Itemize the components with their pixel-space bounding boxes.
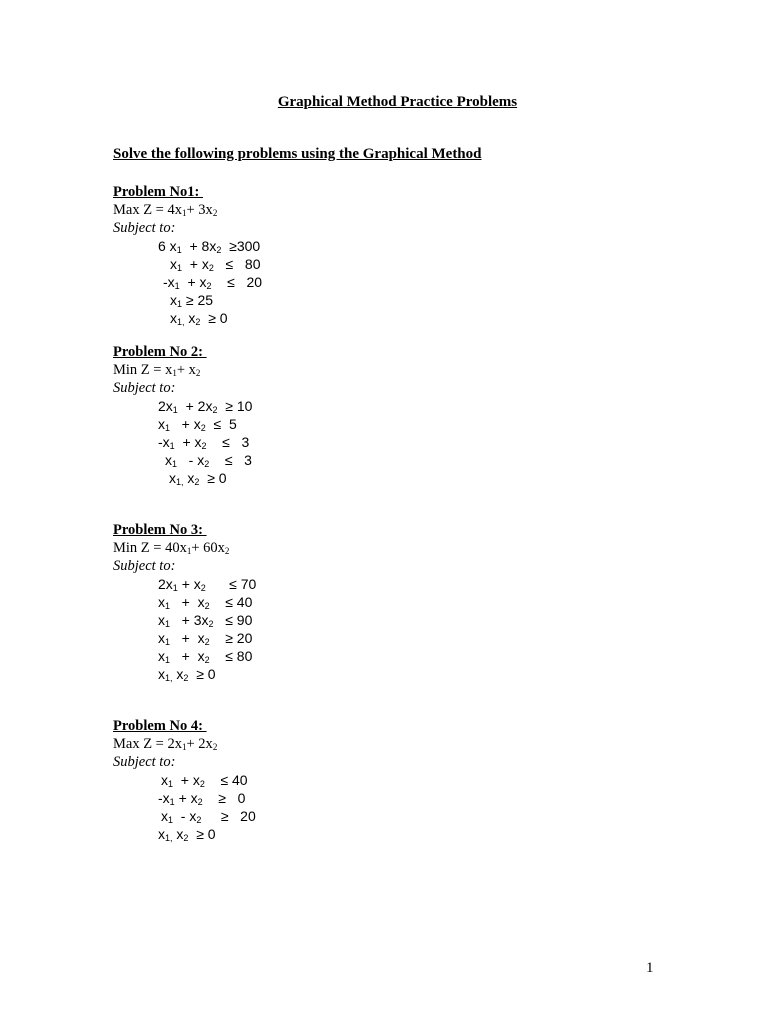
subject-to-label: Subject to: (113, 220, 176, 236)
constraint-row: $x_{1,}$ $x_2 \ge 0$ (158, 826, 216, 843)
subject-to-label: Subject to: (113, 558, 176, 574)
constraint-row: $x_1 + x_2$ ≤ 40 (158, 594, 253, 611)
problem-heading: Problem No 3: (113, 522, 207, 538)
page-number: 1 (646, 960, 654, 976)
problem-4 (113, 717, 613, 843)
objective-function: Max $Z = 4x_1+ 3x_2$ (113, 202, 218, 218)
constraint-row: $x_1 + x_2 \le 80$ (170, 256, 261, 273)
constraint-row: 6 $x_1 + 8x_2 \ge 300$ (158, 238, 261, 255)
constraint-row: $-x_1 + x_2$ ≥ 0 (158, 790, 246, 807)
objective-function: Max $Z = 2x_1+ 2x_2$ (113, 736, 218, 752)
problem-heading: Problem No 4: (113, 718, 207, 734)
constraint-row: $x_1 + x_2$ ≤ 80 (158, 648, 253, 665)
constraint-row: $x_1 + x_2$ ≤ 40 (161, 772, 248, 789)
instruction-heading: Solve the following problems using the Graphical Method (113, 146, 482, 162)
constraint-row: $x_1 - x_2$ ≤ 3 (165, 452, 252, 469)
constraint-row: $2x_1 + x_2$ ≤ 70 (158, 576, 257, 593)
constraint-row: $2x_1 + 2x_2 \ge 10$ (158, 398, 253, 415)
problem-3 (113, 521, 613, 683)
constraint-row: $x_1 \ge 25$ (170, 292, 214, 309)
constraint-row: $x_{1,}$ $x_2 \ge 0$ (169, 470, 227, 487)
constraint-row: $x_{1,}$ $x_2 \ge 0$ (158, 666, 216, 683)
problem-1 (113, 183, 613, 327)
constraint-row: $-x_1 + x_2$ ≤ 20 (163, 274, 263, 291)
problem-2 (113, 343, 613, 487)
problem-heading: Problem No1: (113, 184, 203, 200)
objective-function: Min $Z = 40x_1+ 60x_2$ (113, 540, 230, 556)
constraint-row: $x_{1,}$ $x_2 \ge 0$ (170, 310, 228, 327)
constraint-row: $x_1 + x_2$ ≥ 20 (158, 630, 253, 647)
subject-to-label: Subject to: (113, 380, 176, 396)
constraint-row: $x_1 + 3x_2 \le 90$ (158, 612, 253, 629)
subject-to-label: Subject to: (113, 754, 176, 770)
constraint-row: $-x_1 + x_2$ ≤ 3 (158, 434, 250, 451)
objective-function: Min $Z = x_1+ x_2$ (113, 362, 201, 378)
constraint-row: $x_1 - x_2$ ≥ 20 (161, 808, 256, 825)
page-title: Graphical Method Practice Problems (277, 94, 518, 110)
problem-heading: Problem No 2: (113, 344, 207, 360)
constraint-row: $x_1 + x_2 \le 5$ (158, 416, 237, 433)
